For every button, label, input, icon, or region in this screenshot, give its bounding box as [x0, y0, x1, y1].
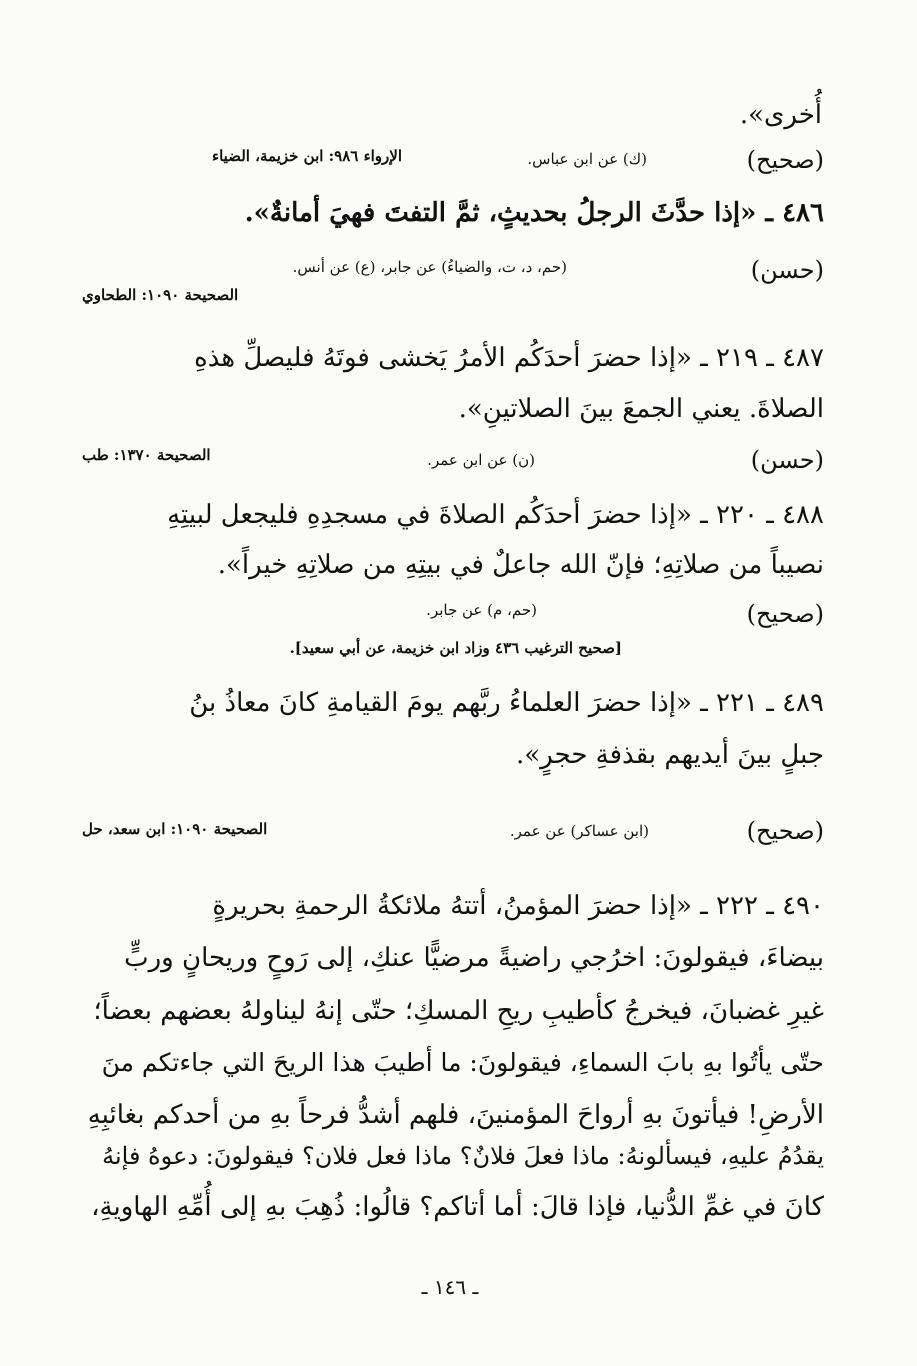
hadith-text-line: الصلاةَ. يعني الجمعَ بينَ الصلاتينِ».: [458, 394, 824, 424]
grade-label: (حسن): [750, 256, 824, 284]
hadith-text-line: ٤٨٦ ـ «إذا حدَّثَ الرجلُ بحديثٍ، ثمَّ التفتَ فهيَ أمانةٌ».: [244, 198, 824, 228]
reference-note: الإرواء ٩٨٦: ابن خزيمة، الضياء: [212, 147, 402, 165]
hadith-text-line: كانَ في غمِّ الدُّنيا، فإذا قالَ: أما أتاكم؟ قالُوا: ذُهِبَ بهِ إلى أُمِّهِ الهاويةِ،: [91, 1192, 824, 1222]
hadith-text-line: جبلٍ بينَ أيديهم بقذفةِ حجرٍ».: [516, 740, 824, 770]
hadith-text-line: ٤٨٨ ـ ٢٢٠ ـ «إذا حضرَ أحدَكُم الصلاةَ في مسجدِهِ فليجعل لبيتِهِ: [167, 500, 824, 530]
reference-note: الصحيحة ١٣٧٠: طب: [82, 446, 211, 464]
source-citation: (ك) عن ابن عباس.: [527, 150, 647, 168]
reference-note: الصحيحة ١٠٩٠: الطحاوي: [82, 286, 239, 304]
reference-note: الصحيحة ١٠٩٠: ابن سعد، حل: [82, 820, 268, 838]
hadith-text-line: حتّى يأتُوا بهِ بابَ السماءِ، فيقولونَ: ما أطيبَ هذا الريحَ التي جاءتكم منَ: [101, 1048, 824, 1077]
hadith-text-line: غيرِ غضبانَ، فيخرجُ كأطيبِ ريحِ المسكِ؛ حتّى إنهُ ليناولهُ بعضهم بعضاً؛: [93, 996, 824, 1026]
grade-label: (صحيح): [746, 146, 824, 174]
hadith-text-line: أُخرى».: [739, 100, 822, 130]
hadith-text-line: ٤٨٩ ـ ٢٢١ ـ «إذا حضرَ العلماءُ ربَّهم يومَ القيامةِ كانَ معاذُ بنُ: [189, 688, 824, 718]
reference-note: [صحيح الترغيب ٤٣٦ وزاد ابن خزيمة، عن أبي سعيد].: [289, 639, 622, 657]
grade-label: (حسن): [750, 446, 824, 474]
hadith-text-line: بيضاءَ، فيقولونَ: اخرُجي راضيةً مرضيًّا عنكِ، إلى رَوحٍ وريحانٍ وربٍّ: [124, 943, 824, 973]
source-citation: (حم، د، ت، والضياءُ) عن جابر، (ع) عن أنس.: [292, 258, 567, 276]
source-citation: (حم، م) عن جابر.: [426, 601, 537, 619]
source-citation: (ن) عن ابن عمر.: [427, 451, 535, 469]
hadith-text-line: الأرضِ! فيأتونَ بهِ أرواحَ المؤمنينَ، فلهم أشدُّ فرحاً بهِ من أحدكم بغائبِهِ: [87, 1100, 824, 1130]
source-citation: (ابن عساكر) عن عمر.: [509, 822, 649, 840]
hadith-text-line: نصيباً من صلاتِهِ؛ فإنّ الله جاعلٌ في بيتِهِ من صلاتِهِ خيراً».: [217, 550, 824, 580]
hadith-text-line: ٤٨٧ ـ ٢١٩ ـ «إذا حضرَ أحدَكُم الأمرُ يَخشى فوتَهُ فليصلِّ هذهِ: [194, 343, 824, 373]
hadith-text-line: ٤٩٠ ـ ٢٢٢ ـ «إذا حضرَ المؤمنُ، أتتهُ ملائكةُ الرحمةِ بحريرةٍ: [212, 891, 824, 921]
page-number: ـ ١٤٦ ـ: [421, 1275, 479, 1299]
grade-label: (صحيح): [746, 600, 824, 628]
hadith-text-line: يقدُمُ عليهِ، فيسألونهُ: ماذا فعلَ فلانٌ؟ ماذا فعل فلان؟ فيقولونَ: دعوهُ فإنهُ: [102, 1142, 824, 1170]
grade-label: (صحيح): [746, 817, 824, 845]
